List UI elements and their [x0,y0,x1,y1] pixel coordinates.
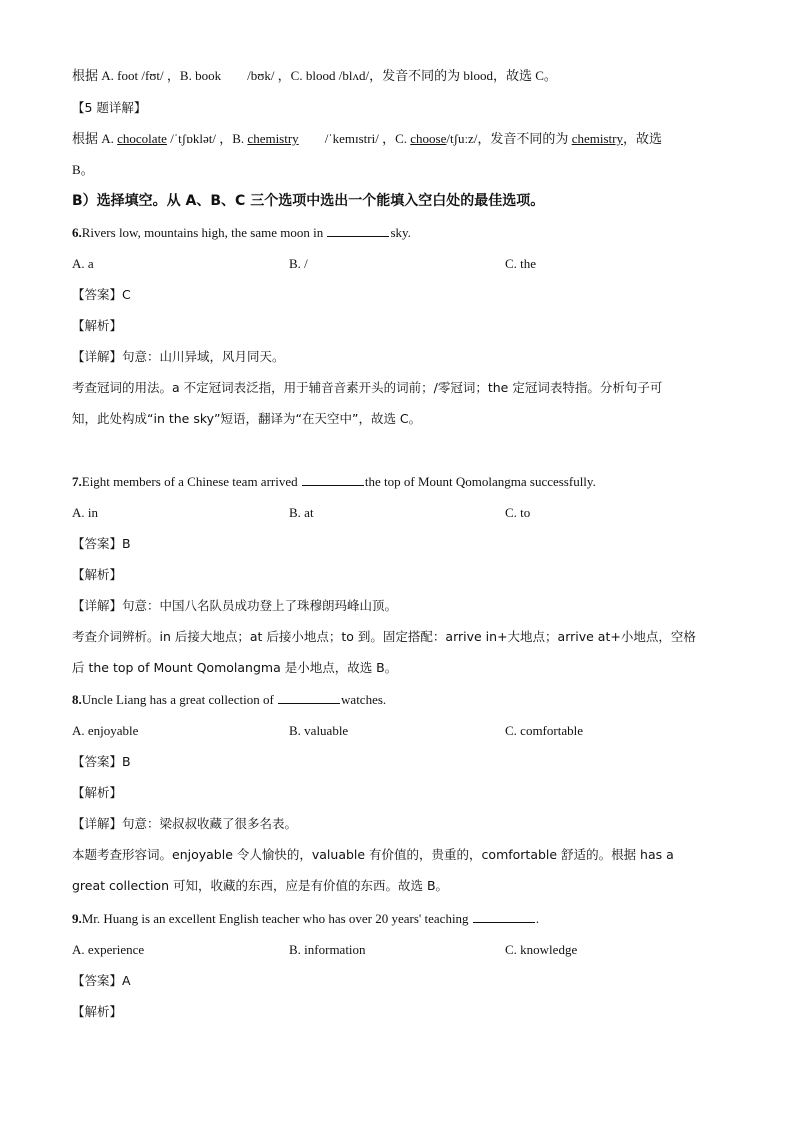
explanation-text: 知，此处构成“in the sky”短语，翻译为“在天空中”，故选 C。 [72,411,422,426]
question-6 [72,224,411,242]
option-c: C. to [505,505,531,520]
question-text: watches. [341,692,387,707]
question-8 [72,691,386,709]
question-text: Uncle Liang has a great collection of [81,692,274,707]
answer-label: 【答案】A [72,973,131,988]
analysis-label: 【解析】 [72,785,123,800]
word-blood: blood [463,68,493,83]
analysis-label: 【解析】 [72,1004,123,1019]
question-number: 9. [72,911,82,926]
word-book: book [195,68,222,83]
analysis-label: 【解析】 [72,567,123,582]
question-text: Mr. Huang is an excellent English teacher who has over 20 years' teaching [81,911,469,926]
option-b: B. / [289,256,308,271]
text: /tʃuːz/，发音不同的为 [446,131,572,146]
text: /ˈkemɪstri/ ，C. [324,131,411,146]
answer-blank [302,473,364,486]
question-text: Eight members of a Chinese team arrived [81,474,298,489]
option-c: C. knowledge [505,942,578,957]
option-c: C. comfortable [505,723,583,738]
option-c: C. the [505,256,537,271]
answer-label: 【答案】B [72,536,131,551]
text: ，故选 [622,131,662,146]
question-text: Rivers low, mountains high, the same moon in [81,225,324,240]
answer-blank [278,691,340,704]
option-b: B. information [289,942,366,957]
text: 根据 A. [72,131,118,146]
question-text: the top of Mount Qomolangma successfully. [364,474,596,489]
explanation-text: 本题考查形容词。enjoyable 令人愉快的，valuable 有价值的，贵重的，comfortable 舒适的。根据 has a [72,847,674,862]
option-a: A. enjoyable [72,723,139,738]
text: /ˈtʃɒklət/ ，B. [166,131,248,146]
answer-5-explanation [72,130,662,148]
text: /bʊk/ ，C. [247,68,306,83]
question-number: 8. [72,692,82,707]
explanation-text: 后 the top of Mount Qomolangma 是小地点，故选 B。 [72,660,398,675]
option-b: B. valuable [289,723,349,738]
question-7 [72,473,596,491]
text: 根据 A. [72,68,118,83]
section-b-heading: B）选择填空。从 A、B、C 三个选项中选出一个能填入空白处的最佳选项。 [72,193,545,209]
option-b: B. at [289,505,314,520]
answer-label: 【答案】B [72,754,131,769]
question-number: 6. [72,225,82,240]
answer-5-conclusion: B。 [72,162,94,177]
word-choose: choose [410,131,447,146]
question-9 [72,910,539,928]
q5-detail-heading: 【5 题详解】 [72,100,147,115]
word-blood: blood [305,68,336,83]
answer-label: 【答案】C [72,287,131,302]
explanation-text: 考查冠词的用法。a 不定冠词表泛指，用于辅音音素开头的词前；/零冠词；the 定冠词表特指。分析句子可 [72,380,663,395]
word-chocolate: chocolate [117,131,167,146]
option-a: A. experience [72,942,145,957]
word-chemistry: chemistry [571,131,623,146]
question-text: . [535,911,540,926]
word-chemistry: chemistry [247,131,299,146]
detail-text: 【详解】句意：中国八名队员成功登上了珠穆朗玛峰山顶。 [72,598,398,613]
option-a: A. a [72,256,94,271]
word-foot: foot [117,68,139,83]
option-a: A. in [72,505,98,520]
answer-blank [473,910,535,923]
answer-blank [327,224,389,237]
explanation-text: great collection 可知，收藏的东西，应是有价值的东西。故选 B。 [72,878,449,893]
text: ，故选 C。 [492,68,557,83]
analysis-label: 【解析】 [72,318,123,333]
detail-text: 【详解】句意：山川异域，风月同天。 [72,349,285,364]
explanation-text: 考查介词辨析。in 后接大地点；at 后接小地点；to 到。固定搭配：arrive in+大地点；arrive at+小地点，空格 [72,629,696,644]
text: /fʊt/ ，B. [138,68,196,83]
question-text: sky. [390,225,411,240]
detail-text: 【详解】句意：梁叔叔收藏了很多名表。 [72,816,298,831]
text: /blʌd/，发音不同的为 [335,68,464,83]
answer-4-explanation [72,67,557,85]
question-number: 7. [72,474,82,489]
